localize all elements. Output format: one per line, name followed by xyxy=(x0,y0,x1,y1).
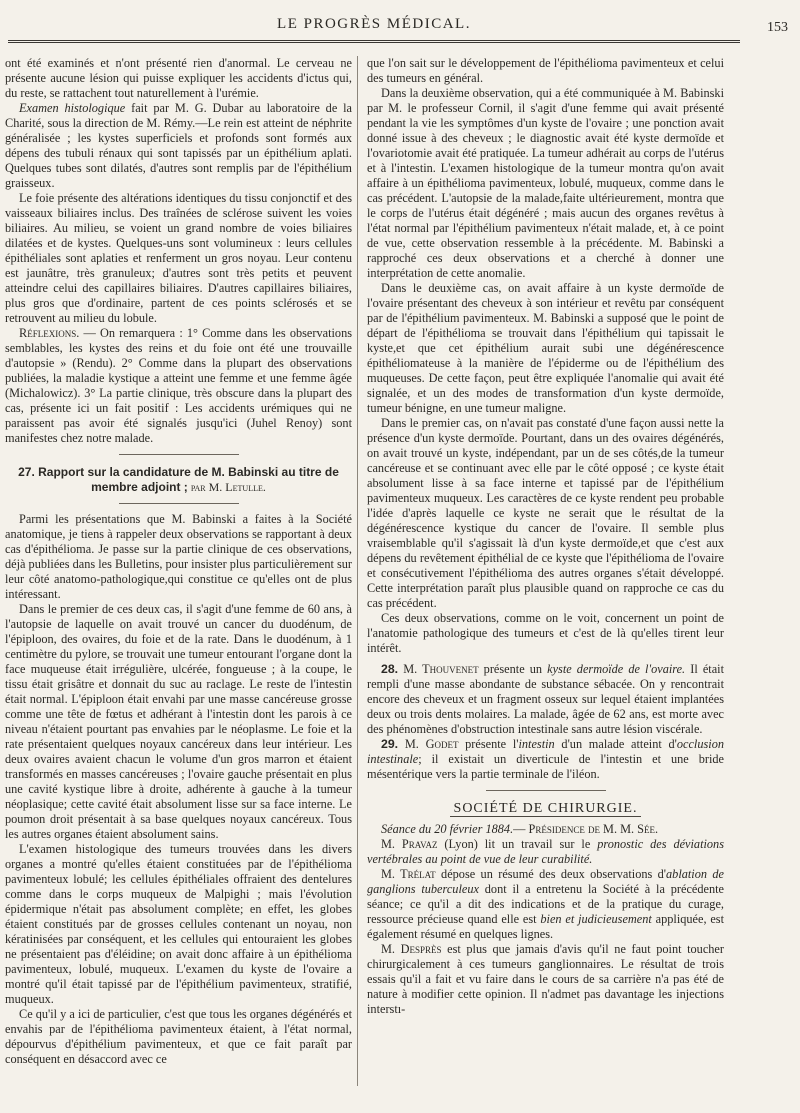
paragraph: Dans la deuxième observation, qui a été communiquée à M. Babinski par M. le professeur Cornil, il s'agit d'une femme qui avait présenté pendant la vie les symptômes d'un kyste de l'ovaire ; une ponction avait donné issue à des cheveux ; le diagnostic avait été kyste dermoïde et l'ovariotomie avait été pratiquée. La tumeur adhérait au corps de l'utérus et à l'intestin. L'examen histologique de la tumeur montra qu'on avait affaire à un épithélioma pavimenteux, lobulé, muqueux, comme dans le cas précédent. L'autopsie de la malade,faite ultérieurement, montra que le corps de l'utérus était dégénéré ; mais aucun des organes revêtus à l'état normal par l'épithélium pavimenteux n'était malade, et, à ce point de vue, cette observation ressemble à la précédente. M. Babinski a rapproché ces deux observations et a cherché à donner une interprétation de cette anomalie. xyxy=(367,86,724,280)
paragraph: L'examen histologique des tumeurs trouvées dans les divers organes a montré qu'elles étaient constituées par de l'épithélioma pavimenteux lobulé; les cellules épithéliales offraient des dentelures comme dans le corps muqueux de Malpighi ; mais l'évolution épidermique n'était pas absolument complète; en effet, les globes étaient constitués par de grosses cellules contenant un noyau, non kératinisées par conséquent, et les cellules qui entouraient les globes ne présentaient pas d'éléidine; on avait donc affaire à un épithélioma pavimenteux, lobulé, muqueux. L'examen du kyste de l'ovaire a montré qu'il était tapissé par de l'épithélium pavimenteux, stratifié, muqueux. xyxy=(5,842,352,1006)
paragraph: Dans le premier de ces deux cas, il s'agit d'une femme de 60 ans, à l'autopsie de laquelle on avait trouvé un cancer du duodénum, de l'épiploon, des ovaires, du foie et de la rate. Dans le duodénum, à 1 centimètre du pylore, se trouvait une tumeur entourant l'organe dont la face muqueuse était irrégulière, ulcérée, fongueuse ; à la coupe, le tissu était grisâtre et donnait du suc au raclage. Le reste de l'intestin était normal. L'épiploon était envahi par une masse cancéreuse grosse comme une tête de fœtus et adhérant à l'intestin dont les parois à ce niveau n'étaient pourtant pas envahies par le néoplasme. Le foie et la rate présentaient quelques noyaux cancéreux dans leur intérieur. Les deux ovaires avaient chacun le volume d'un gros marron et étaient transformés en masses cancéreuses ; l'ovaire gauche présentait en plus une cavité kystique libre à droite, adhérente à gauche à la tumeur néoplasique; cette cavité était absolument lisse sur sa face interne. Le poumon droit présentait à sa base quelques noyaux cancéreux. Tous les autres organes étaient absolument sains. xyxy=(5,602,352,841)
paragraph xyxy=(367,737,724,782)
paragraph: Le foie présente des altérations identiques du tissu conjonctif et des vaisseaux biliaires inclus. Des traînées de sclérose suivent les voies biliaires. Au milieu, se voient un grand nombre de voies biliaires dilatées et de kystes. Quelques-uns sont volumineux : leurs cellules épithéliales sont aplaties et renferment un gros noyau. Leur contenu est jaunâtre, très granuleux; d'autres sont très petits et peuvent atteindre celui des capillaires biliaires. D'autres capillaires biliaires, plus gros que d'ordinaire, partent de ces points sclérosés et se retrouvent au milieu du lobule. xyxy=(5,191,352,325)
presenter-name: M. Pravaz xyxy=(381,837,438,851)
paragraph-text: dont il a entretenu la Société à la précédente séance; ce qu'il a dit des indications et de la pratique du curage, ressource précieuse quand elle est xyxy=(367,882,725,926)
presenter-name: M. Trélat xyxy=(381,867,436,881)
left-column xyxy=(5,56,352,1067)
heading-text: 27. Rapport sur la candidature de M. Babinski au titre de membre adjoint ; xyxy=(18,465,339,494)
paragraph xyxy=(367,942,724,1017)
inline-italic: ablation de ganglions tuberculeux xyxy=(367,867,724,896)
paragraph-text: — On remarquera : 1° Comme dans les observations semblables, les kystes des reins et du foie ont été une trouvaille d'autopsie » (Rendu). 2° Comme dans la plupart des observations publiées, la maladie kystique a atteint une femme et une femme âgée (Michalowicz). 3° La partie clinique, très obscure dans la plupart des cas, présente ici un fait positif : Les accidents urémiques qui ne paraissent pas avoir été signalés jusqu'ici (Juhel Renoy) sont manifestes chez notre malade. xyxy=(5,326,352,445)
paragraph xyxy=(5,101,352,191)
inline-italic: occlusion intestinale xyxy=(367,737,724,766)
heading-author: par M. Letulle. xyxy=(187,480,266,494)
paragraph-text: dépose un résumé des deux observations d' xyxy=(435,867,667,881)
section-divider xyxy=(119,454,239,455)
paragraph xyxy=(367,837,724,867)
column-divider xyxy=(357,56,358,1086)
presenter-name: M. Desprès xyxy=(381,942,442,956)
paragraph: que l'on sait sur le développement de l'épithélioma pavimenteux et celui des tumeurs en général. xyxy=(367,56,724,85)
paragraph: Dans le premier cas, on n'avait pas constaté d'une façon aussi nette la présence d'un kyste dermoïde. Pourtant, dans un des ovaires dégénérés, on avait trouvé un kyste, indépendant, par un de ses côtés,de la tumeur cancéreuse et se continuant avec elle par le côté opposé ; ce kyste était absolument lisse à sa face interne et tapissé par de l'épithélium pavimenteux muqueux. Les caractères de ce kyste rendent peu probable l'idée d'après laquelle ce kyste ne serait que le résultat de la dégénérescence kystique du cancer de l'ovaire. Il semble plus vraisemblable qu'il s'agissait là d'un kyste dermoïde,et que c'est aux dépens du revêtement épithélial de ce kyste que l'épithélioma de l'ovaire et consécutivement l'épithélioma des autres organes s'était développé. Cette interprétation paraît plus plausible quand on rapproche ce cas du cas précédent. xyxy=(367,416,724,610)
inline-italic: bien et judicieusement xyxy=(540,912,652,926)
paragraph xyxy=(367,662,724,737)
paragraph xyxy=(367,867,724,942)
paragraph-text: présente l' xyxy=(458,737,519,751)
paragraph: Ces deux observations, comme on le voit, concernent un point de l'anatomie pathologique des tumeurs et c'est de là qu'elles tirent leur intérêt. xyxy=(367,611,724,655)
paragraph-text: Il était rempli d'une masse abondante de substance sébacée. On y rencontrait encore des cheveux et un fragment osseux sur lequel étaient implantées deux ou trois dents molaires. La malade, âgée de 62 ans, est morte avec des phénomènes d'obstruction intestinale sans autre lésion viscérale. xyxy=(367,662,724,736)
section-divider xyxy=(119,503,239,504)
item-number: 29. xyxy=(381,737,399,751)
right-column xyxy=(367,56,724,1017)
inline-italic: pronostic des déviations vertébrales au point de vue de leur curabilité. xyxy=(367,837,724,866)
paragraph: Parmi les présentations que M. Babinski a faites à la Société anatomique, je tiens à rappeler deux observations se rapportant à deux cas d'épithélioma. Je passe sur la partie clinique de ces observations, déjà publiées dans les Bulletins, pour insister plus particulièrement sur leur côté anatomo-pathologique,qui constitue ce qu'elles ont de plus intéressant. xyxy=(5,512,352,601)
inline-smallcaps: Réflexions. xyxy=(19,326,80,340)
inline-italic: Séance du 20 février 1884. xyxy=(381,822,514,836)
paragraph: ont été examinés et n'ont présenté rien d'anormal. Le cerveau ne présente aucune lésion qui puisse expliquer les accidents d'ictus qui, du reste, se rattachent tout naturellement à l'urémie. xyxy=(5,56,352,100)
item-number: 28. xyxy=(381,662,399,676)
society-title xyxy=(367,801,724,816)
paragraph-text: (Lyon) lit un travail sur le xyxy=(437,837,598,851)
paragraph: Dans le deuxième cas, on avait affaire à un kyste dermoïde de l'ovaire présentant des cheveux à son intérieur et revêtu par conséquent par de l'épithélium pavimenteux. M. Babinski a supposé que le point de départ de l'épithélioma se trouvait dans l'épithélium qui tapissait le kyste,et que cet épithélium aurait subi une dégénérescence épithéliomateuse à la manière de l'épiderme ou de l'épithélium des muqueuses. De cette façon, peut être expliquée l'anomalie qui avait été signalée, et un des modes de transformation d'un kyste dermoïde, tumeur bénigne, en une tumeur maligne. xyxy=(367,281,724,415)
section-divider xyxy=(486,790,606,791)
section-heading xyxy=(5,465,352,495)
society-title-text: SOCIÉTÉ DE CHIRURGIE. xyxy=(450,801,642,817)
paragraph-text: appliquée, est également résumé en quelques lignes. xyxy=(367,912,724,941)
paragraph xyxy=(5,326,352,446)
inline-italic: kyste dermoïde de l'ovaire. xyxy=(547,662,686,676)
paragraph-text: présente un xyxy=(478,662,548,676)
presenter-name: M. Thouvenet xyxy=(398,662,479,676)
paragraph-text: d'un malade atteint d' xyxy=(554,737,677,751)
paragraph-text: fait par M. G. Dubar au laboratoire de la Charité, sous la direction de M. Rémy.—Le rein est atteint de néphrite généralisée ; les kystes superficiels et profonds sont formés aux dépens des tubuli rénaux qui sont tapissés par un épithélium aplati. Quelques tubes sont dilatés, d'autres sont remplis par de l'épithélium graisseux. xyxy=(5,101,353,190)
paragraph-text: ; il existait un diverticule de l'intestin et une bride mésentérique vers la partie terminale de l'iléon. xyxy=(367,752,724,781)
paragraph: Ce qu'il y a ici de particulier, c'est que tous les organes dégénérés et envahis par de l'épithélioma pavimenteux étaient, à l'état normal, dépourvus d'épithélium pavimenteux, et que ce fait paraît par conséquent en désaccord avec ce xyxy=(5,1007,352,1066)
running-title: LE PROGRÈS MÉDICAL. xyxy=(277,16,471,32)
session-presidency: — Présidence de M. M. Sée. xyxy=(513,822,659,836)
paragraph-text: est plus que jamais d'avis qu'il ne faut point toucher chirurgicalement à ces tumeurs ganglionnaires. Le résultat de trois essais qu'il a fait et vu faire dans le cours de sa carrière n'a pas été de nature à modifier cette opinion. Il n'admet pas davantage les injections interstı- xyxy=(367,942,724,1016)
page-number: 153 xyxy=(767,20,788,35)
presenter-name: M. Godet xyxy=(398,737,459,751)
page-header xyxy=(8,12,788,43)
inline-italic: Examen histologique xyxy=(19,101,126,115)
session-line xyxy=(367,822,724,837)
inline-italic: intestin xyxy=(518,737,555,751)
